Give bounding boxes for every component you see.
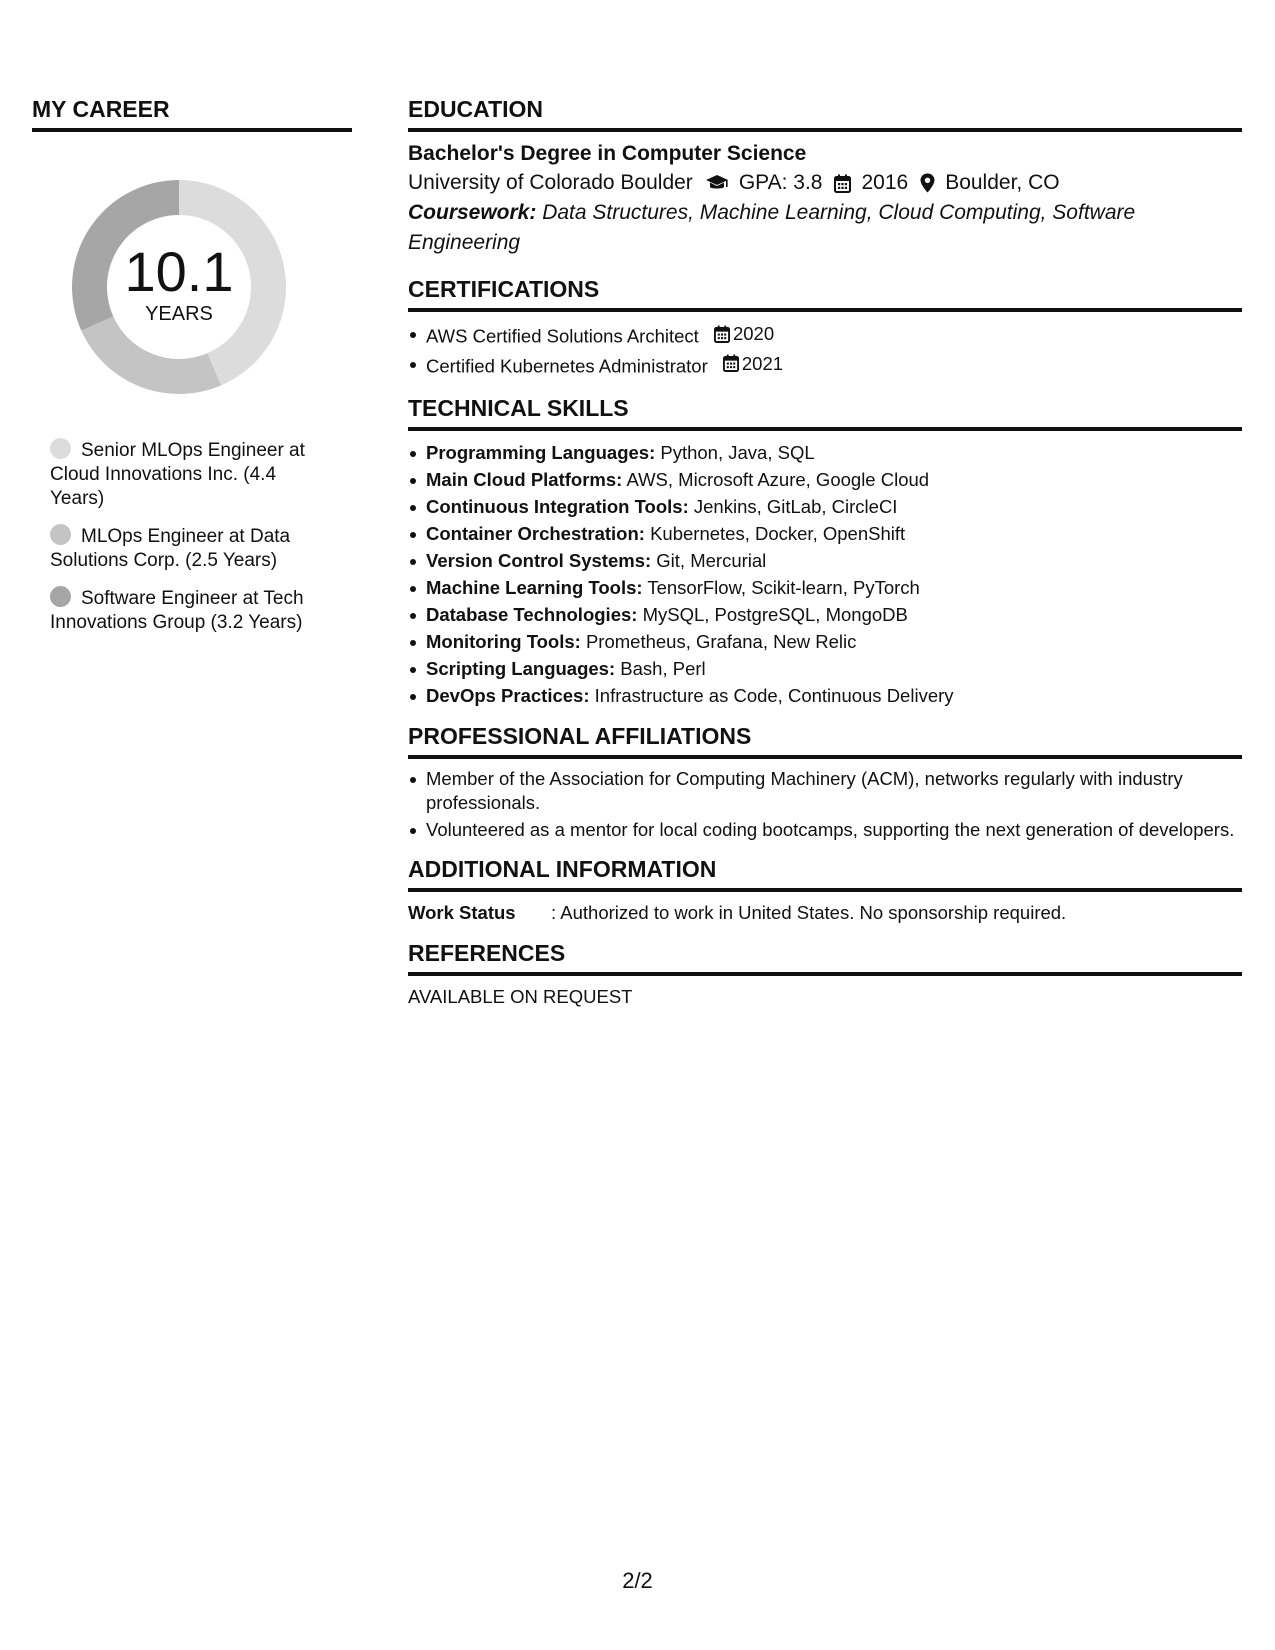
affiliations-list <box>408 767 1242 842</box>
certifications-section <box>408 276 1242 379</box>
certification-name: Certified Kubernetes Administrator <box>426 355 708 376</box>
affiliation-item: Member of the Association for Computing Machinery (ACM), networks regularly with industry professionals. <box>408 767 1242 815</box>
skills-section <box>408 395 1242 709</box>
skill-value: Git, Mercurial <box>656 550 767 571</box>
location-pin-icon <box>920 173 935 193</box>
education-coursework <box>408 198 1242 258</box>
skill-item <box>408 520 1242 547</box>
affiliations-section <box>408 723 1242 842</box>
certifications-list <box>408 320 1242 379</box>
legend-dot <box>50 586 71 607</box>
skill-label: Programming Languages: <box>426 442 656 463</box>
certification-date <box>714 320 774 347</box>
career-column <box>32 96 352 648</box>
skill-value: MySQL, PostgreSQL, MongoDB <box>642 604 908 625</box>
education-title: EDUCATION <box>408 96 1242 132</box>
additional-info-title: ADDITIONAL INFORMATION <box>408 856 1242 892</box>
education-section <box>408 96 1242 258</box>
affiliation-item: Volunteered as a mentor for local coding bootcamps, supporting the next generation of developers. <box>408 818 1242 842</box>
education-year: 2016 <box>861 171 909 194</box>
skill-value: Prometheus, Grafana, New Relic <box>585 631 857 652</box>
skill-label: Version Control Systems: <box>426 550 652 571</box>
skill-value: Python, Java, SQL <box>660 442 815 463</box>
skills-title: TECHNICAL SKILLS <box>408 395 1242 431</box>
skill-item <box>408 547 1242 574</box>
legend-dot <box>50 524 71 545</box>
skills-list <box>408 439 1242 709</box>
certification-item <box>408 320 1242 350</box>
career-title: MY CAREER <box>32 96 352 132</box>
skill-item <box>408 655 1242 682</box>
affiliations-title: PROFESSIONAL AFFILIATIONS <box>408 723 1242 759</box>
skill-item <box>408 574 1242 601</box>
skill-label: DevOps Practices: <box>426 685 590 706</box>
page-number: 2/2 <box>622 1568 653 1593</box>
legend-label: Senior MLOps Engineer at Cloud Innovations Inc. (4.4 Years) <box>50 440 305 509</box>
calendar-icon <box>714 325 730 343</box>
education-school: University of Colorado Boulder <box>408 171 693 194</box>
total-years-value: 10.1 <box>124 240 234 303</box>
work-status-row <box>408 900 1242 926</box>
main-column <box>408 96 1242 1026</box>
skill-label: Container Orchestration: <box>426 523 645 544</box>
work-status-value: : Authorized to work in United States. No sponsorship required. <box>551 902 1067 923</box>
work-status-label: Work Status <box>408 902 516 923</box>
legend-label: Software Engineer at Tech Innovations Group (3.2 Years) <box>50 588 304 633</box>
calendar-icon <box>834 174 851 193</box>
legend-item <box>50 586 320 635</box>
skill-label: Continuous Integration Tools: <box>426 496 689 517</box>
calendar-icon <box>723 354 739 372</box>
skill-value: Bash, Perl <box>620 658 706 679</box>
legend-label: MLOps Engineer at Data Solutions Corp. (2.5 Years) <box>50 526 291 571</box>
legend-item <box>50 438 320 511</box>
certification-year: 2020 <box>732 323 775 344</box>
skill-value: TensorFlow, Scikit-learn, PyTorch <box>647 577 920 598</box>
career-legend <box>50 438 320 635</box>
skill-item <box>408 439 1242 466</box>
legend-item <box>50 524 320 573</box>
skill-label: Database Technologies: <box>426 604 638 625</box>
legend-dot <box>50 438 71 459</box>
skill-item <box>408 493 1242 520</box>
certification-date <box>723 350 783 377</box>
total-years-unit: YEARS <box>145 303 213 325</box>
skill-value: Infrastructure as Code, Continuous Delivery <box>594 685 954 706</box>
skill-label: Machine Learning Tools: <box>426 577 643 598</box>
skill-label: Monitoring Tools: <box>426 631 581 652</box>
graduation-cap-icon <box>705 174 729 192</box>
certifications-title: CERTIFICATIONS <box>408 276 1242 312</box>
skill-value: Jenkins, GitLab, CircleCI <box>693 496 898 517</box>
skill-label: Main Cloud Platforms: <box>426 469 623 490</box>
skill-item <box>408 682 1242 709</box>
additional-info-section <box>408 856 1242 926</box>
education-degree: Bachelor's Degree in Computer Science <box>408 142 807 165</box>
skill-value: AWS, Microsoft Azure, Google Cloud <box>626 469 930 490</box>
certification-year: 2021 <box>741 352 784 374</box>
skill-item <box>408 466 1242 493</box>
donut-center <box>66 174 292 400</box>
career-donut-chart <box>66 174 292 400</box>
education-details <box>408 168 1242 198</box>
certification-item <box>408 350 1242 380</box>
references-section <box>408 940 1242 1010</box>
skill-label: Scripting Languages: <box>426 658 616 679</box>
education-location: Boulder, CO <box>945 171 1060 194</box>
coursework-value: Data Structures, Machine Learning, Cloud Computing, Software Engineering <box>408 201 1136 254</box>
skill-item <box>408 628 1242 655</box>
references-title: REFERENCES <box>408 940 1242 976</box>
references-text: AVAILABLE ON REQUEST <box>408 986 633 1007</box>
education-gpa: GPA: 3.8 <box>738 171 823 194</box>
skill-value: Kubernetes, Docker, OpenShift <box>650 523 906 544</box>
coursework-label: Coursework: <box>408 201 537 224</box>
skill-item <box>408 601 1242 628</box>
certification-name: AWS Certified Solutions Architect <box>426 325 699 347</box>
